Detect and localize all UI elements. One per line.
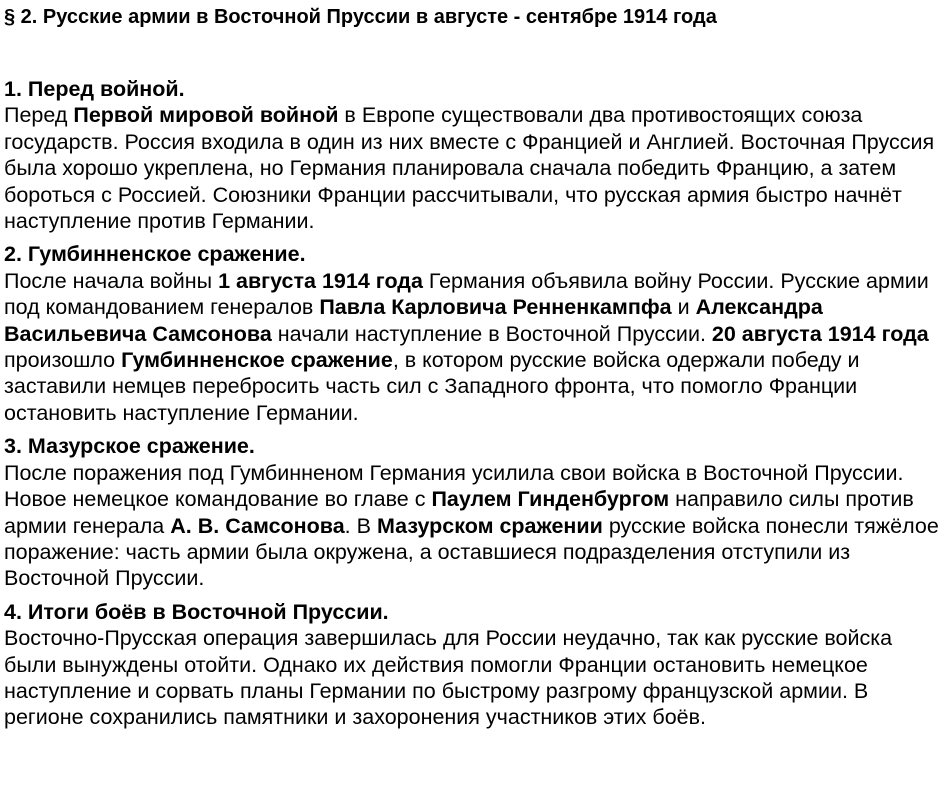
section-paragraph [4, 268, 949, 426]
section-paragraph [4, 460, 949, 592]
text-run-bold: Гумбинненское сражение [121, 348, 393, 373]
text-run-bold: Мазурском сражении [376, 513, 603, 538]
text-run: После начала войны [4, 268, 219, 293]
text-run: , в котором русские войска одержали победу и заставили немцев перебросить часть сил с Западного фронта, что помогло Франции остановить наступление Германии. [4, 348, 860, 425]
text-run: После поражения под Гумбинненом Германия усилила свои войска в Восточной Пруссии. Новое немецкое командование во главе с [4, 460, 904, 512]
section-paragraph [4, 625, 949, 731]
section-gumbinnen [4, 241, 949, 426]
section-before-war [4, 76, 949, 234]
text-run: . В [344, 513, 377, 538]
text-run-bold: Паулем Гинденбургом [431, 487, 670, 512]
text-run: и [671, 295, 696, 320]
section-heading: 4. Итоги боёв в Восточной Пруссии. [4, 599, 389, 624]
text-run: русские войска понесли тяжёлое поражение: часть армии была окружена, а оставшиеся подразделения отступили из Восточной Пруссии. [4, 513, 939, 591]
text-run: направило силы против армии генерала [4, 487, 914, 538]
text-run: Восточно-Прусская операция завершилась для России неудачно, так как русские войска были вынуждены отойти. Однако их действия помогли Франции остановить немецкое наступление и сорвать планы Германии по быстрому разгрому французской армии. В регионе сохранились памятники и захоронения участников этих боёв. [4, 626, 893, 730]
section-heading: 1. Перед войной. [4, 77, 185, 101]
text-run: Германия объявила войну России. Русские армии под командованием генералов [4, 268, 929, 320]
section-masurian [4, 433, 949, 591]
text-run-bold: Александра Васильевича Самсонова [4, 295, 823, 346]
text-run: произошло [4, 348, 122, 373]
text-run-bold: 20 августа 1914 года [711, 321, 929, 346]
text-run-bold: Павла Карловича Ренненкампфа [319, 295, 672, 320]
text-run: в Европе существовали два противостоящих союза государств. Россия входила в один из них вместе с Францией и Англией. Восточная Пруссия была хорошо укреплена, но Германия планировала сначала победить Францию, а затем бороться с Россией. Союзники Франции рассчитывали, что русская армия быстро начнёт наступление против Германии. [4, 103, 935, 234]
section-results [4, 599, 949, 731]
page-title: § 2. Русские армии в Восточной Пруссии в августе - сентябре 1914 года [4, 6, 717, 28]
text-run: Перед [4, 103, 74, 128]
text-run-bold: А. В. Самсонова [170, 513, 345, 538]
text-run-bold: Первой мировой войной [73, 103, 339, 128]
section-paragraph [4, 102, 949, 234]
section-heading: 2. Гумбинненское сражение. [4, 242, 306, 267]
text-run-bold: 1 августа 1914 года [218, 268, 423, 293]
text-run: начали наступление в Восточной Пруссии. [271, 321, 712, 346]
section-heading: 3. Мазурское сражение. [4, 434, 255, 459]
